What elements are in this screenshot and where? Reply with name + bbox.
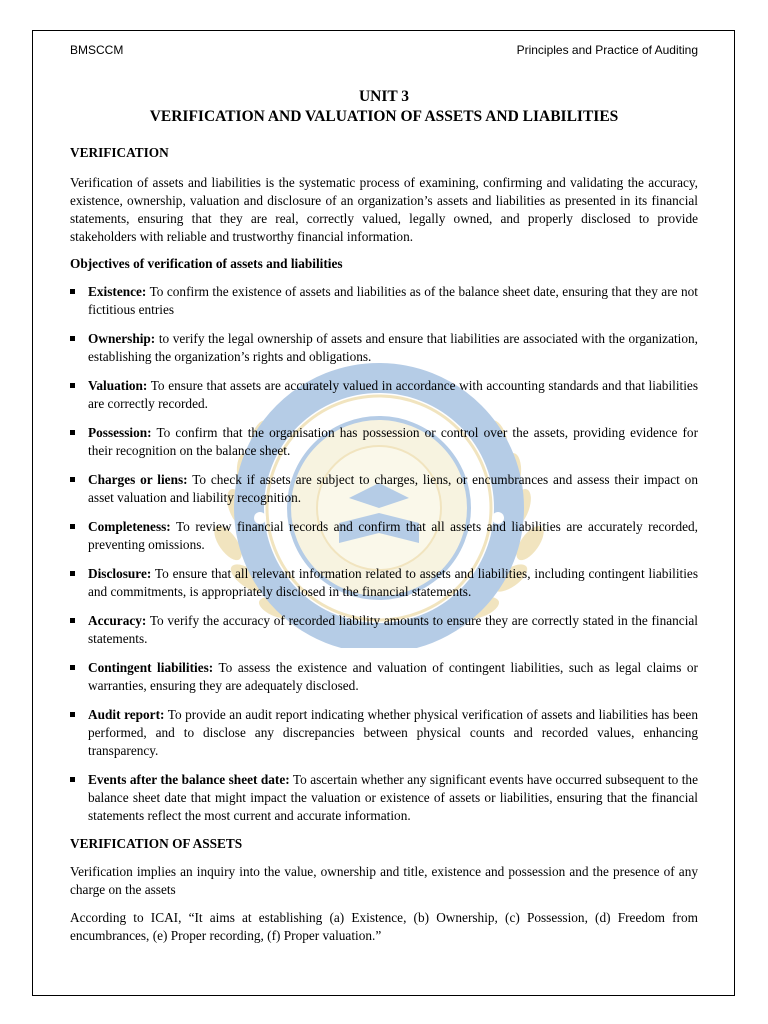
- item-text: To assess the existence and valuation of contingent liabilities, such as legal claims or warranties, ensuring they are adequately disclosed.: [88, 660, 698, 693]
- unit-title: VERIFICATION AND VALUATION OF ASSETS AND LIABILITIES: [149, 107, 619, 125]
- bullet-icon: [70, 289, 75, 294]
- bullet-icon: [70, 665, 75, 670]
- item-term: Disclosure:: [88, 566, 152, 581]
- item-term: Existence:: [88, 284, 147, 299]
- item-term: Completeness:: [88, 519, 171, 534]
- objectives-heading: Objectives of verification of assets and liabilities: [70, 256, 343, 271]
- unit-number-title: UNIT 3: [358, 88, 410, 105]
- verification-of-assets-paragraph: Verification implies an inquiry into the value, ownership and title, existence and possession and the presence of any charge on the assets: [70, 864, 698, 897]
- item-text: To review financial records and confirm that all assets and liabilities are accurately recorded, preventing omissions.: [88, 519, 698, 552]
- item-text: To check if assets are subject to charges, liens, or encumbrances and assess their impact on asset valuation and liability recognition.: [88, 472, 698, 505]
- page-content: [70, 87, 698, 945]
- item-text: to verify the legal ownership of assets and ensure that liabilities are associated with the organization, establishing the organization’s rights and obligations.: [88, 331, 698, 364]
- list-item: [70, 518, 698, 554]
- item-text: To provide an audit report indicating whether physical verification of assets and liabilities has been performed, and to disclose any discrepancies between physical counts and recorded values, enhancing transparency.: [88, 707, 698, 758]
- bullet-icon: [70, 712, 75, 717]
- item-term: Charges or liens:: [88, 472, 188, 487]
- item-term: Valuation:: [88, 378, 148, 393]
- item-term: Audit report:: [88, 707, 165, 722]
- item-text: To verify the accuracy of recorded liability amounts to ensure they are correctly stated in the financial statements.: [88, 613, 698, 646]
- verification-paragraph: Verification of assets and liabilities is the systematic process of examining, confirming and validating the accuracy, existence, ownership, valuation and disclosure of an organization’s assets and liabilities as presented in its financial statements, ensuring that they are real, correctly valued, legally owned, and properly disclosed to provide stakeholders with reliable and trustworthy financial information.: [70, 175, 698, 244]
- item-term: Possession:: [88, 425, 152, 440]
- item-text: To ensure that all relevant information related to assets and liabilities, including contingent liabilities and commitments, is appropriately disclosed in the financial statements.: [88, 566, 698, 599]
- bullet-icon: [70, 477, 75, 482]
- header-left-text: BMSCCM: [70, 43, 124, 57]
- item-text: To confirm the existence of assets and liabilities as of the balance sheet date, ensuring that they are not fictitious entries: [88, 284, 698, 317]
- bullet-icon: [70, 383, 75, 388]
- list-item: [70, 565, 698, 601]
- bullet-icon: [70, 524, 75, 529]
- list-item: [70, 706, 698, 760]
- verification-of-assets-heading: VERIFICATION OF ASSETS: [70, 836, 243, 851]
- bullet-icon: [70, 777, 75, 782]
- bullet-icon: [70, 336, 75, 341]
- list-item: [70, 659, 698, 695]
- bullet-icon: [70, 618, 75, 623]
- item-term: Events after the balance sheet date:: [88, 772, 290, 787]
- list-item: [70, 330, 698, 366]
- icai-definition-paragraph: According to ICAI, “It aims at establishing (a) Existence, (b) Ownership, (c) Possession, (d) Freedom from encumbrances, (e) Proper recording, (f) Proper valuation.”: [70, 910, 698, 943]
- list-item: [70, 424, 698, 460]
- bullet-icon: [70, 430, 75, 435]
- list-item: [70, 771, 698, 825]
- page-header: [70, 43, 698, 61]
- item-text: To ascertain whether any significant events have occurred subsequent to the balance sheet date that might impact the valuation or existence of assets or liabilities, ensuring that the financial statements reflect the most current and accurate information.: [88, 772, 698, 823]
- item-term: Ownership:: [88, 331, 156, 346]
- list-item: [70, 471, 698, 507]
- bullet-icon: [70, 571, 75, 576]
- verification-heading: VERIFICATION: [70, 145, 169, 160]
- list-item: [70, 377, 698, 413]
- item-text: To confirm that the organisation has possession or control over the assets, providing evidence for their recognition on the balance sheet.: [88, 425, 698, 458]
- objectives-list: [70, 283, 698, 825]
- list-item: [70, 612, 698, 648]
- item-term: Contingent liabilities:: [88, 660, 214, 675]
- header-right-text: Principles and Practice of Auditing: [516, 43, 698, 57]
- item-text: To ensure that assets are accurately valued in accordance with accounting standards and that liabilities are correctly recorded.: [88, 378, 698, 411]
- list-item: [70, 283, 698, 319]
- item-term: Accuracy:: [88, 613, 147, 628]
